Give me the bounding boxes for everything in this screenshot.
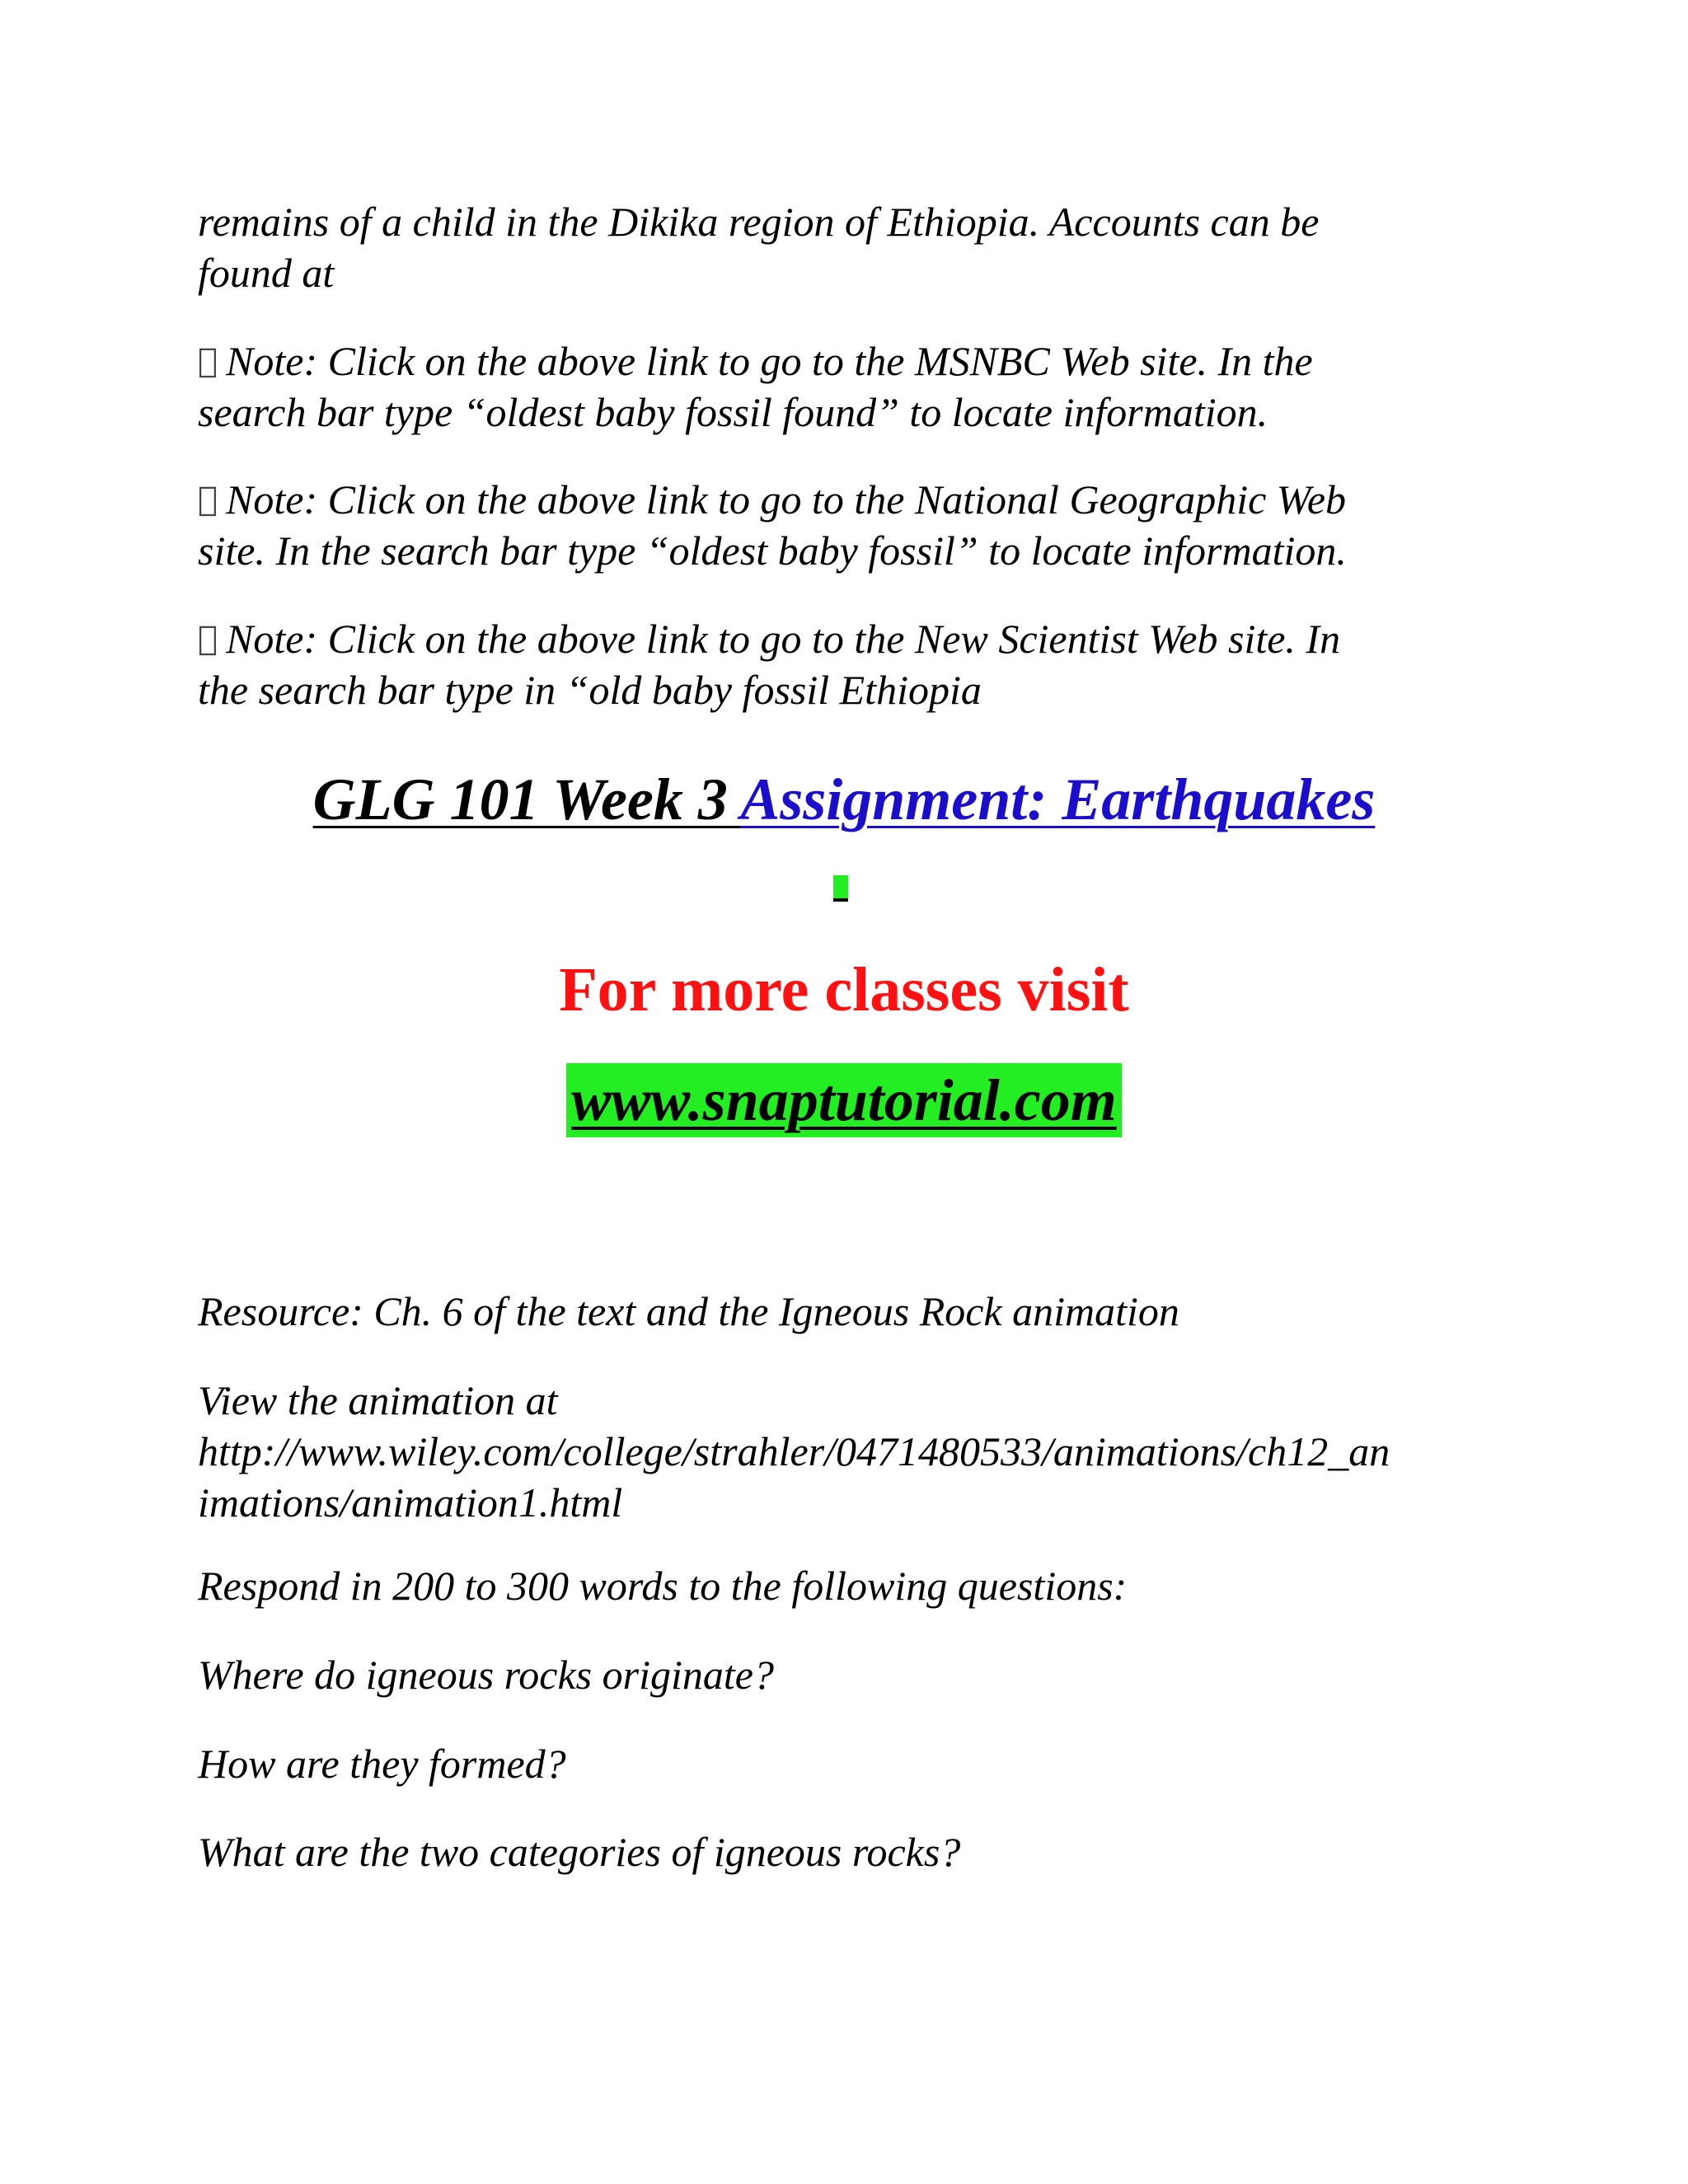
animation-url-line-2: imations/animation1.html [198,1479,623,1526]
bullet-icon [198,342,218,380]
highlight-underline [833,898,848,902]
note-msnbc-line-1: Note: Click on the above link to go to the MSNBC Web site. In the [206,338,1293,384]
resource-line: Resource: Ch. 6 of the text and the Igneous Rock animation [198,1288,1179,1334]
animation-url-line-1: http://www.wiley.com/college/strahler/0471480533/animations/ch12_an [198,1428,1390,1474]
question-3: What are the two categories of igneous rocks? [198,1829,961,1875]
bullet-icon [198,480,218,518]
note-msnbc [198,335,1517,438]
respond-instruction: Respond in 200 to 300 words to the following questions: [198,1563,1128,1609]
promo-text: For more classes visit [559,955,1129,1024]
intro-line-1: remains of a child in the Dikika region of Ethiopia. Accounts can be [198,199,1320,245]
course-title: GLG 101 Week 3 [312,766,741,832]
question-1: Where do igneous rocks originate? [198,1652,774,1698]
intro-line-2: found at [198,250,335,296]
intro-paragraph [198,196,1517,298]
view-animation-paragraph [198,1375,1517,1528]
bullet-icon [198,620,218,658]
assignment-heading [0,762,1688,837]
snaptutorial-link[interactable]: www.snaptutorial.com [566,1063,1122,1137]
note-national-geographic [198,474,1517,576]
note-msnbc-line-2: search bar type “oldest baby fossil found” to locate information. [198,389,1268,435]
note-natgeo-line-2: site. In the search bar type “oldest baby fossil” to locate information. [198,527,1347,574]
note-newscientist-line-2: the search bar type in “old baby fossil Ethiopia [198,667,982,713]
note-new-scientist [198,613,1517,715]
question-2: How are they formed? [198,1741,566,1787]
note-natgeo-line-1: Note: Click on the above link to go to the National Geographic Web [206,476,1327,523]
assignment-link[interactable]: Assignment: Earthquakes [740,766,1376,832]
promo-site-container [0,1063,1688,1137]
note-newscientist-line-1: Note: Click on the above link to go to the New Scientist Web site. In [206,616,1321,662]
view-line-1: View the animation at [198,1377,558,1423]
